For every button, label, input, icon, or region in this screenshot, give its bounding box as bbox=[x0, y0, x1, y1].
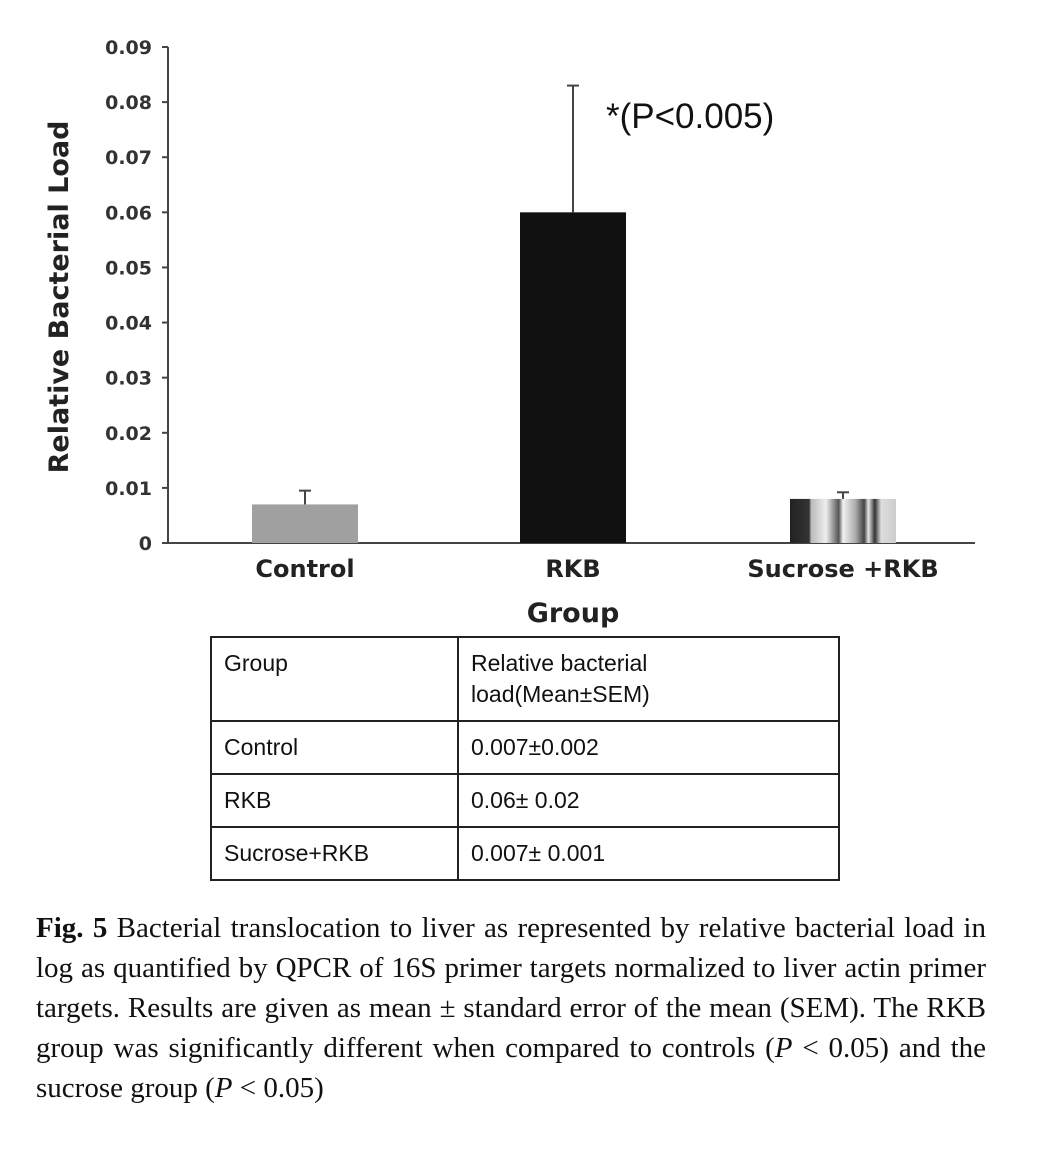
caption-text: < 0.05) and the sucrose group ( bbox=[36, 1032, 986, 1104]
table-row bbox=[211, 774, 839, 827]
bars bbox=[252, 212, 896, 543]
data-table bbox=[210, 636, 840, 881]
y-tick-label: 0.07 bbox=[105, 147, 152, 170]
table-header-load: Relative bacterial load(Mean±SEM) bbox=[458, 637, 839, 721]
bar bbox=[790, 499, 896, 543]
y-tick-label: 0.04 bbox=[105, 312, 152, 335]
table-cell-value: 0.007± 0.001 bbox=[458, 827, 839, 880]
caption-p-symbol: P bbox=[214, 1072, 233, 1104]
table-row bbox=[211, 827, 839, 880]
y-tick-label: 0.09 bbox=[105, 37, 152, 59]
y-tick-label: 0.06 bbox=[105, 202, 152, 225]
y-axis bbox=[105, 37, 168, 555]
table-header-group: Group bbox=[211, 637, 458, 721]
table-row bbox=[211, 721, 839, 774]
table-cell-group: RKB bbox=[211, 774, 458, 827]
x-tick-label: RKB bbox=[545, 555, 601, 583]
caption-text: < 0.05) bbox=[232, 1072, 324, 1104]
y-tick-label: 0.02 bbox=[105, 422, 152, 445]
y-tick-label: 0.03 bbox=[105, 367, 152, 390]
y-tick-label: 0.08 bbox=[105, 92, 152, 115]
significance-annotation: *(P<0.005) bbox=[606, 97, 775, 136]
caption-text: Bacterial translocation to liver as represented by relative bacterial load in log as quantified by QPCR of 16S primer targets normalized to liver actin primer targets. Results are given as mean ± standard error of the mean (SEM). The RKB group was significantly different when compared to controls ( bbox=[36, 912, 986, 1064]
caption-p-symbol: P bbox=[774, 1032, 793, 1064]
figure-caption bbox=[36, 908, 986, 1108]
y-tick-label: 0.01 bbox=[105, 477, 152, 500]
x-tick-label: Control bbox=[255, 555, 355, 583]
table-cell-value: 0.007±0.002 bbox=[458, 721, 839, 774]
bar bbox=[520, 212, 626, 543]
y-tick-label: 0 bbox=[138, 533, 152, 555]
figure-label: Fig. 5 bbox=[36, 912, 108, 944]
bar bbox=[252, 504, 358, 543]
table-cell-group: Control bbox=[211, 721, 458, 774]
table-cell-group: Sucrose+RKB bbox=[211, 827, 458, 880]
x-axis-title: Group bbox=[526, 598, 620, 629]
y-tick-label: 0.05 bbox=[105, 257, 152, 280]
x-tick-label: Sucrose +RKB bbox=[747, 555, 939, 583]
table-header-row bbox=[211, 637, 839, 721]
x-axis bbox=[168, 543, 975, 583]
table-cell-value: 0.06± 0.02 bbox=[458, 774, 839, 827]
y-axis-title: Relative Bacterial Load bbox=[44, 120, 75, 474]
